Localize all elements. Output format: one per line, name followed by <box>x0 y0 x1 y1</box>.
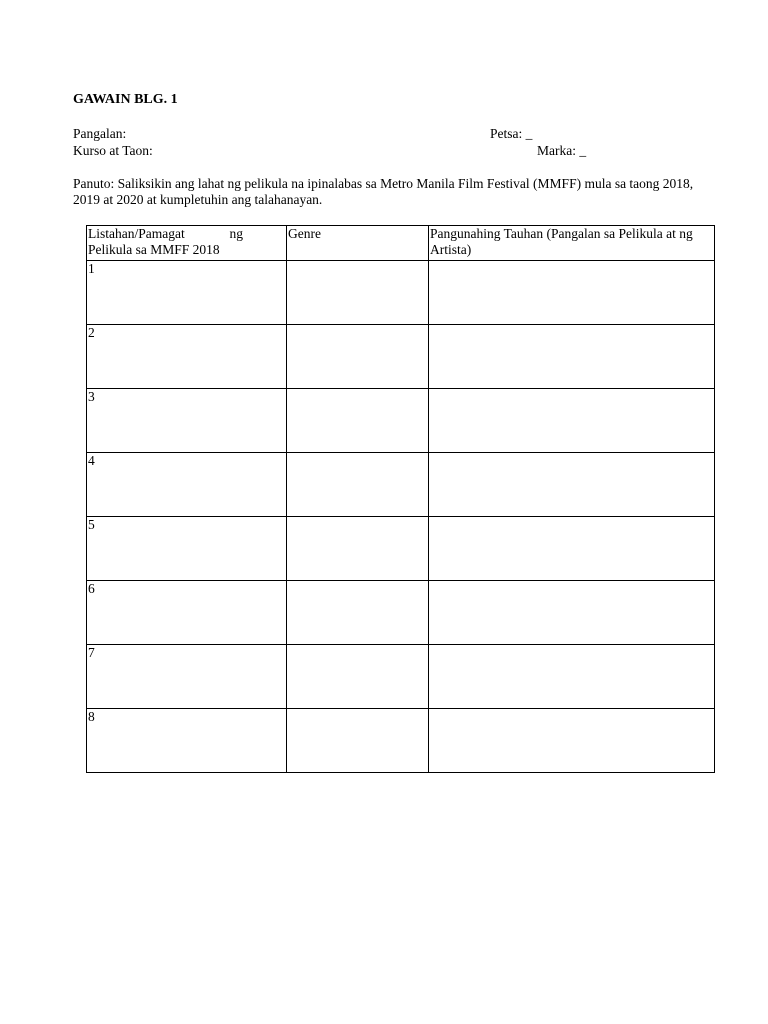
table-row <box>87 453 715 517</box>
characters-cell[interactable] <box>429 453 715 517</box>
title-cell[interactable] <box>87 645 287 709</box>
row-number: 7 <box>88 645 95 660</box>
table-row <box>87 517 715 581</box>
table-row <box>87 389 715 453</box>
row-number: 4 <box>88 453 95 468</box>
row-number: 3 <box>88 389 95 404</box>
movie-table <box>86 225 715 773</box>
genre-cell[interactable] <box>287 261 429 325</box>
table-header-row <box>87 226 715 261</box>
header-genre: Genre <box>288 226 321 241</box>
title-cell[interactable] <box>87 581 287 645</box>
genre-cell[interactable] <box>287 517 429 581</box>
genre-cell[interactable] <box>287 581 429 645</box>
row-number: 8 <box>88 709 95 724</box>
header-title-part1: Listahan/Pamagat <box>88 226 185 241</box>
table-row <box>87 645 715 709</box>
characters-cell[interactable] <box>429 517 715 581</box>
title-cell[interactable] <box>87 325 287 389</box>
characters-cell[interactable] <box>429 325 715 389</box>
header-genre-cell <box>287 226 429 261</box>
row-number: 6 <box>88 581 95 596</box>
row-number: 1 <box>88 261 95 276</box>
course-label: Kurso at Taon: <box>73 143 153 158</box>
table-row <box>87 581 715 645</box>
header-characters: Pangunahing Tauhan (Pangalan sa Pelikula at ng Artista) <box>430 226 693 257</box>
table-row <box>87 325 715 389</box>
genre-cell[interactable] <box>287 389 429 453</box>
header-characters-cell <box>429 226 715 261</box>
table-row <box>87 261 715 325</box>
characters-cell[interactable] <box>429 261 715 325</box>
title-cell[interactable] <box>87 709 287 773</box>
row-number: 5 <box>88 517 95 532</box>
characters-cell[interactable] <box>429 645 715 709</box>
title-cell[interactable] <box>87 261 287 325</box>
title-cell[interactable] <box>87 517 287 581</box>
header-title-part3: Pelikula sa MMFF 2018 <box>88 242 220 257</box>
genre-cell[interactable] <box>287 453 429 517</box>
score-label: Marka: _ <box>537 143 587 158</box>
characters-cell[interactable] <box>429 709 715 773</box>
characters-cell[interactable] <box>429 389 715 453</box>
characters-cell[interactable] <box>429 581 715 645</box>
worksheet-title: GAWAIN BLG. 1 <box>73 92 178 107</box>
header-title-cell <box>87 226 287 261</box>
title-cell[interactable] <box>87 453 287 517</box>
genre-cell[interactable] <box>287 709 429 773</box>
row-number: 2 <box>88 325 95 340</box>
table-row <box>87 709 715 773</box>
date-label: Petsa: _ <box>490 126 533 141</box>
genre-cell[interactable] <box>287 325 429 389</box>
header-title-part2: ng <box>229 226 243 241</box>
instructions-text: Panuto: Saliksikin ang lahat ng pelikula na ipinalabas sa Metro Manila Film Festival (MMFF) mula sa taong 2018, 2019 at 2020 at kumpletuhin ang talahanayan. <box>73 176 694 207</box>
title-cell[interactable] <box>87 389 287 453</box>
name-label: Pangalan: <box>73 126 127 141</box>
genre-cell[interactable] <box>287 645 429 709</box>
